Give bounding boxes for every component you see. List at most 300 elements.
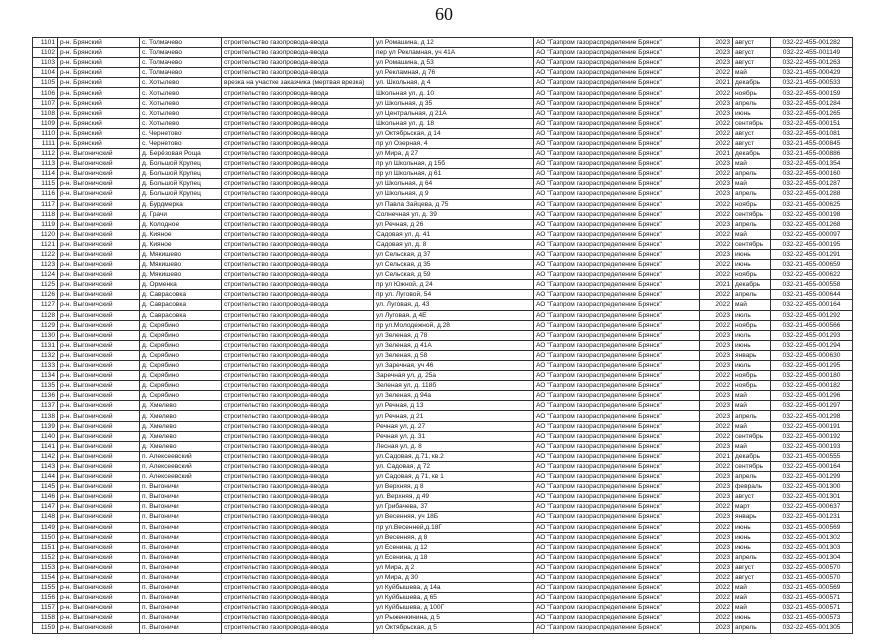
code-cell: 032-21-455-000569 (771, 583, 853, 593)
code-cell: 032-21-455-000558 (771, 280, 853, 290)
code-cell: 032-22-455-001284 (771, 98, 853, 108)
locality-cell: д. Мякишево (140, 249, 222, 259)
month-cell: май (733, 583, 771, 593)
district-cell: р-н. Выгоничский (58, 169, 140, 179)
work-type-cell: строительство газопровода-ввода (222, 310, 374, 320)
table-row (33, 199, 853, 209)
organization-cell: АО "Газпром газораспределение Брянск" (534, 138, 700, 148)
locality-cell: п. Выгоничи (140, 532, 222, 542)
row-number: 1101 (33, 38, 58, 48)
code-cell: 032-22-455-001297 (771, 401, 853, 411)
row-number: 1134 (33, 371, 58, 381)
locality-cell: д. Кияное (140, 229, 222, 239)
organization-cell: АО "Газпром газораспределение Брянск" (534, 552, 700, 562)
code-cell: 032-22-455-001263 (771, 58, 853, 68)
address-cell: пр ул Озерная, 4 (374, 138, 534, 148)
organization-cell: АО "Газпром газораспределение Брянск" (534, 199, 700, 209)
table-row (33, 441, 853, 451)
district-cell: р-н. Выгоничский (58, 411, 140, 421)
work-type-cell: строительство газопровода-ввода (222, 401, 374, 411)
table-row (33, 159, 853, 169)
table-row (33, 239, 853, 249)
year-cell: 2023 (700, 108, 733, 118)
locality-cell: п. Выгоничи (140, 593, 222, 603)
locality-cell: с. Чернетово (140, 138, 222, 148)
organization-cell: АО "Газпром газораспределение Брянск" (534, 169, 700, 179)
year-cell: 2022 (700, 572, 733, 582)
work-type-cell: строительство газопровода-ввода (222, 381, 374, 391)
table-row (33, 421, 853, 431)
locality-cell: д. Хмелево (140, 411, 222, 421)
work-type-cell: строительство газопровода-ввода (222, 68, 374, 78)
month-cell: апрель (733, 98, 771, 108)
organization-cell: АО "Газпром газораспределение Брянск" (534, 149, 700, 159)
month-cell: апрель (733, 189, 771, 199)
organization-cell: АО "Газпром газораспределение Брянск" (534, 381, 700, 391)
address-cell: Заречная ул, д. 25а (374, 371, 534, 381)
month-cell: сентябрь (733, 118, 771, 128)
row-number: 1159 (33, 623, 58, 633)
work-type-cell: строительство газопровода-ввода (222, 613, 374, 623)
year-cell: 2023 (700, 512, 733, 522)
district-cell: р-н. Выгоничский (58, 421, 140, 431)
code-cell: 032-22-455-001288 (771, 189, 853, 199)
address-cell: ул Грибачева, 37 (374, 502, 534, 512)
locality-cell: п. Выгоничи (140, 552, 222, 562)
table-row (33, 169, 853, 179)
district-cell: р-н. Выгоничский (58, 340, 140, 350)
year-cell: 2022 (700, 613, 733, 623)
work-type-cell: строительство газопровода-ввода (222, 229, 374, 239)
row-number: 1140 (33, 431, 58, 441)
row-number: 1129 (33, 320, 58, 330)
year-cell: 2022 (700, 118, 733, 128)
code-cell: 032-22-455-001298 (771, 411, 853, 421)
locality-cell: с. Хотылево (140, 78, 222, 88)
work-type-cell: строительство газопровода-ввода (222, 532, 374, 542)
year-cell: 2022 (700, 421, 733, 431)
organization-cell: АО "Газпром газораспределение Брянск" (534, 310, 700, 320)
work-type-cell: строительство газопровода-ввода (222, 350, 374, 360)
month-cell: февраль (733, 482, 771, 492)
month-cell: июнь (733, 108, 771, 118)
year-cell: 2022 (700, 431, 733, 441)
month-cell: апрель (733, 219, 771, 229)
month-cell: май (733, 593, 771, 603)
address-cell: пр ул. Луговой, 54 (374, 290, 534, 300)
district-cell: р-н. Выгоничский (58, 300, 140, 310)
code-cell: 032-22-455-001299 (771, 472, 853, 482)
table-row (33, 290, 853, 300)
row-number: 1138 (33, 411, 58, 421)
month-cell: июнь (733, 249, 771, 259)
row-number: 1121 (33, 239, 58, 249)
work-type-cell: строительство газопровода-ввода (222, 189, 374, 199)
year-cell: 2023 (700, 98, 733, 108)
month-cell: ноябрь (733, 270, 771, 280)
page-number: 60 (435, 4, 453, 24)
district-cell: р-н. Брянский (58, 38, 140, 48)
table-row (33, 189, 853, 199)
work-type-cell: строительство газопровода-ввода (222, 48, 374, 58)
row-number: 1123 (33, 260, 58, 270)
work-type-cell: строительство газопровода-ввода (222, 219, 374, 229)
month-cell: апрель (733, 552, 771, 562)
locality-cell: п. Выгоничи (140, 583, 222, 593)
year-cell: 2021 (700, 78, 733, 88)
code-cell: 032-22-455-001294 (771, 340, 853, 350)
month-cell: май (733, 159, 771, 169)
locality-cell: д. Большой Крупец (140, 169, 222, 179)
address-cell: пр ул.Весенней,д.18Г (374, 522, 534, 532)
work-type-cell: строительство газопровода-ввода (222, 461, 374, 471)
row-number: 1151 (33, 542, 58, 552)
table-row (33, 118, 853, 128)
table-row (33, 381, 853, 391)
table-row (33, 249, 853, 259)
work-type-cell: строительство газопровода-ввода (222, 572, 374, 582)
locality-cell: п. Выгоничи (140, 502, 222, 512)
row-number: 1103 (33, 58, 58, 68)
month-cell: август (733, 562, 771, 572)
organization-cell: АО "Газпром газораспределение Брянск" (534, 108, 700, 118)
table-row (33, 350, 853, 360)
table-row (33, 623, 853, 633)
work-type-cell: строительство газопровода-ввода (222, 118, 374, 128)
district-cell: р-н. Выгоничский (58, 209, 140, 219)
code-cell: 032-21-455-000569 (771, 522, 853, 532)
address-cell: пр ул Школьная, д 61 (374, 169, 534, 179)
locality-cell: д. Скрябино (140, 361, 222, 371)
organization-cell: АО "Газпром газораспределение Брянск" (534, 532, 700, 542)
district-cell: р-н. Выгоничский (58, 350, 140, 360)
work-type-cell: строительство газопровода-ввода (222, 249, 374, 259)
locality-cell: с. Хотылево (140, 108, 222, 118)
year-cell: 2022 (700, 270, 733, 280)
year-cell: 2022 (700, 138, 733, 148)
month-cell: апрель (733, 472, 771, 482)
organization-cell: АО "Газпром газораспределение Брянск" (534, 249, 700, 259)
district-cell: р-н. Выгоничский (58, 583, 140, 593)
code-cell: 032-21-455-000845 (771, 138, 853, 148)
work-type-cell: строительство газопровода-ввода (222, 260, 374, 270)
month-cell: декабрь (733, 149, 771, 159)
organization-cell: АО "Газпром газораспределение Брянск" (534, 260, 700, 270)
district-cell: р-н. Выгоничский (58, 280, 140, 290)
month-cell: июнь (733, 532, 771, 542)
month-cell: июнь (733, 522, 771, 532)
code-cell: 032-22-455-000192 (771, 431, 853, 441)
district-cell: р-н. Брянский (58, 118, 140, 128)
year-cell: 2023 (700, 472, 733, 482)
table-row (33, 472, 853, 482)
work-type-cell: строительство газопровода-ввода (222, 149, 374, 159)
table-row (33, 219, 853, 229)
address-cell: Речная ул, д. 27 (374, 421, 534, 431)
locality-cell: д. Саврасовка (140, 310, 222, 320)
district-cell: р-н. Выгоничский (58, 482, 140, 492)
district-cell: р-н. Выгоничский (58, 603, 140, 613)
table-row (33, 138, 853, 148)
year-cell: 2023 (700, 179, 733, 189)
month-cell: сентябрь (733, 461, 771, 471)
table-row (33, 260, 853, 270)
code-cell: 032-21-455-000429 (771, 68, 853, 78)
work-type-cell: строительство газопровода-ввода (222, 421, 374, 431)
address-cell: ул.Садовая, д.71, кв.2 (374, 451, 534, 461)
locality-cell: п. Выгоничи (140, 572, 222, 582)
address-cell: Лесная ул, д. 8 (374, 441, 534, 451)
row-number: 1104 (33, 68, 58, 78)
table-row (33, 48, 853, 58)
code-cell: 032-22-455-001295 (771, 361, 853, 371)
work-type-cell: строительство газопровода-ввода (222, 441, 374, 451)
work-type-cell: строительство газопровода-ввода (222, 320, 374, 330)
work-type-cell: врезка на участке заказчика (мертвая врезка) (222, 78, 374, 88)
locality-cell: д. Кияное (140, 239, 222, 249)
locality-cell: п. Выгоничи (140, 603, 222, 613)
table-row (33, 68, 853, 78)
district-cell: р-н. Выгоничский (58, 593, 140, 603)
address-cell: ул Есенина, д 18 (374, 552, 534, 562)
month-cell: июнь (733, 542, 771, 552)
year-cell: 2023 (700, 441, 733, 451)
code-cell: 032-22-455-000191 (771, 421, 853, 431)
month-cell: июль (733, 330, 771, 340)
address-cell: пр ул Школьная, д 15б (374, 159, 534, 169)
month-cell: август (733, 48, 771, 58)
row-number: 1128 (33, 310, 58, 320)
address-cell: ул Зеленая, д 78 (374, 330, 534, 340)
table-row (33, 562, 853, 572)
work-type-cell: строительство газопровода-ввода (222, 169, 374, 179)
work-type-cell: строительство газопровода-ввода (222, 411, 374, 421)
district-cell: р-н. Выгоничский (58, 189, 140, 199)
row-number: 1147 (33, 502, 58, 512)
row-number: 1107 (33, 98, 58, 108)
year-cell: 2022 (700, 169, 733, 179)
address-cell: Зеленая ул, д. 118б (374, 381, 534, 391)
row-number: 1137 (33, 401, 58, 411)
organization-cell: АО "Газпром газораспределение Брянск" (534, 219, 700, 229)
year-cell: 2023 (700, 361, 733, 371)
locality-cell: с. Толмачево (140, 58, 222, 68)
row-number: 1112 (33, 149, 58, 159)
address-cell: ул Куйбышева, д 100Г (374, 603, 534, 613)
code-cell: 032-21-455-000533 (771, 78, 853, 88)
locality-cell: п. Выгоничи (140, 542, 222, 552)
code-cell: 032-22-455-000164 (771, 300, 853, 310)
table-row (33, 98, 853, 108)
address-cell: ул Школьная, д 64 (374, 179, 534, 189)
code-cell: 032-22-455-000570 (771, 562, 853, 572)
table-row (33, 502, 853, 512)
address-cell: ул Сельская, д 35 (374, 260, 534, 270)
row-number: 1120 (33, 229, 58, 239)
month-cell: ноябрь (733, 88, 771, 98)
address-cell: ул Луговая, д 4Е (374, 310, 534, 320)
table-row (33, 451, 853, 461)
work-type-cell: строительство газопровода-ввода (222, 38, 374, 48)
code-cell: 032-22-455-001081 (771, 128, 853, 138)
address-cell: ул Сельская, д 37 (374, 249, 534, 259)
year-cell: 2023 (700, 401, 733, 411)
organization-cell: АО "Газпром газораспределение Брянск" (534, 229, 700, 239)
district-cell: р-н. Брянский (58, 78, 140, 88)
address-cell: ул Рекламная, д 76 (374, 68, 534, 78)
table-row (33, 411, 853, 421)
row-number: 1110 (33, 128, 58, 138)
district-cell: р-н. Выгоничский (58, 623, 140, 633)
year-cell: 2022 (700, 260, 733, 270)
row-number: 1133 (33, 361, 58, 371)
district-cell: р-н. Выгоничский (58, 381, 140, 391)
row-number: 1135 (33, 381, 58, 391)
table-row (33, 583, 853, 593)
row-number: 1149 (33, 522, 58, 532)
row-number: 1155 (33, 583, 58, 593)
address-cell: ул Павла Зайцева, д 75 (374, 199, 534, 209)
address-cell: пр ул.Молодежной, д.28 (374, 320, 534, 330)
code-cell: 032-22-455-000180 (771, 371, 853, 381)
code-cell: 032-22-455-001301 (771, 492, 853, 502)
month-cell: август (733, 572, 771, 582)
locality-cell: д. Скрябино (140, 330, 222, 340)
month-cell: май (733, 229, 771, 239)
table-row (33, 128, 853, 138)
month-cell: май (733, 300, 771, 310)
table-row (33, 522, 853, 532)
address-cell: Речная ул, д. 31 (374, 431, 534, 441)
table-row (33, 361, 853, 371)
organization-cell: АО "Газпром газораспределение Брянск" (534, 179, 700, 189)
table-row (33, 371, 853, 381)
year-cell: 2023 (700, 48, 733, 58)
locality-cell: д. Хмелево (140, 421, 222, 431)
code-cell: 032-21-455-000570 (771, 572, 853, 582)
locality-cell: п. Алексеевский (140, 461, 222, 471)
locality-cell: д. Мякишево (140, 270, 222, 280)
district-cell: р-н. Выгоничский (58, 562, 140, 572)
locality-cell: с. Толмачево (140, 48, 222, 58)
code-cell: 032-22-455-000097 (771, 229, 853, 239)
year-cell: 2022 (700, 199, 733, 209)
work-type-cell: строительство газопровода-ввода (222, 593, 374, 603)
organization-cell: АО "Газпром газораспределение Брянск" (534, 340, 700, 350)
organization-cell: АО "Газпром газораспределение Брянск" (534, 451, 700, 461)
organization-cell: АО "Газпром газораспределение Брянск" (534, 411, 700, 421)
locality-cell: п. Выгоничи (140, 482, 222, 492)
work-type-cell: строительство газопровода-ввода (222, 330, 374, 340)
address-cell: ул. Луговая, д. 43 (374, 300, 534, 310)
row-number: 1146 (33, 492, 58, 502)
code-cell: 032-22-455-001296 (771, 391, 853, 401)
organization-cell: АО "Газпром газораспределение Брянск" (534, 98, 700, 108)
year-cell: 2023 (700, 219, 733, 229)
organization-cell: АО "Газпром газораспределение Брянск" (534, 78, 700, 88)
district-cell: р-н. Выгоничский (58, 431, 140, 441)
organization-cell: АО "Газпром газораспределение Брянск" (534, 512, 700, 522)
district-cell: р-н. Выгоничский (58, 371, 140, 381)
locality-cell: д. Саврасовка (140, 300, 222, 310)
code-cell: 032-22-455-001231 (771, 512, 853, 522)
row-number: 1157 (33, 603, 58, 613)
address-cell: ул Мира, д 2 (374, 562, 534, 572)
organization-cell: АО "Газпром газораспределение Брянск" (534, 159, 700, 169)
code-cell: 032-22-455-001302 (771, 532, 853, 542)
work-type-cell: строительство газопровода-ввода (222, 603, 374, 613)
organization-cell: АО "Газпром газораспределение Брянск" (534, 461, 700, 471)
organization-cell: АО "Газпром газораспределение Брянск" (534, 583, 700, 593)
code-cell: 032-21-455-000555 (771, 451, 853, 461)
month-cell: август (733, 138, 771, 148)
year-cell: 2023 (700, 249, 733, 259)
month-cell: август (733, 38, 771, 48)
month-cell: май (733, 391, 771, 401)
month-cell: март (733, 502, 771, 512)
district-cell: р-н. Брянский (58, 58, 140, 68)
year-cell: 2022 (700, 68, 733, 78)
month-cell: июль (733, 310, 771, 320)
row-number: 1124 (33, 270, 58, 280)
address-cell: ул Весенняя, уч 18Б (374, 512, 534, 522)
work-type-cell: строительство газопровода-ввода (222, 270, 374, 280)
month-cell: май (733, 441, 771, 451)
code-cell: 032-22-455-001287 (771, 179, 853, 189)
organization-cell: АО "Газпром газораспределение Брянск" (534, 38, 700, 48)
table-row (33, 229, 853, 239)
district-cell: р-н. Выгоничский (58, 522, 140, 532)
district-cell: р-н. Выгоничский (58, 512, 140, 522)
locality-cell: д. Орменка (140, 280, 222, 290)
row-number: 1126 (33, 290, 58, 300)
address-cell: ул. Садовая, д 72 (374, 461, 534, 471)
year-cell: 2023 (700, 411, 733, 421)
month-cell: сентябрь (733, 239, 771, 249)
row-number: 1125 (33, 280, 58, 290)
month-cell: август (733, 128, 771, 138)
table-row (33, 270, 853, 280)
locality-cell: д. Скрябино (140, 350, 222, 360)
organization-cell: АО "Газпром газораспределение Брянск" (534, 118, 700, 128)
address-cell: Садовая ул, д. 8 (374, 239, 534, 249)
month-cell: май (733, 603, 771, 613)
code-cell: 032-22-455-000193 (771, 441, 853, 451)
district-cell: р-н. Брянский (58, 108, 140, 118)
locality-cell: п. Выгоничи (140, 512, 222, 522)
work-type-cell: строительство газопровода-ввода (222, 159, 374, 169)
year-cell: 2022 (700, 381, 733, 391)
address-cell: Солнечная ул, д. 39 (374, 209, 534, 219)
row-number: 1114 (33, 169, 58, 179)
address-cell: ул Куйбышева, д 65 (374, 593, 534, 603)
address-cell: ул Ромашина, д 53 (374, 58, 534, 68)
address-cell: ул Зеленая, д 94а (374, 391, 534, 401)
work-type-cell: строительство газопровода-ввода (222, 542, 374, 552)
month-cell: август (733, 58, 771, 68)
address-cell: ул Речная, д 21 (374, 411, 534, 421)
organization-cell: АО "Газпром газораспределение Брянск" (534, 441, 700, 451)
address-cell: Школьная ул, д. 18 (374, 118, 534, 128)
district-cell: р-н. Выгоничский (58, 461, 140, 471)
row-number: 1158 (33, 613, 58, 623)
locality-cell: д. Саврасовка (140, 290, 222, 300)
address-cell: ул Есенина, д 12 (374, 542, 534, 552)
month-cell: май (733, 68, 771, 78)
month-cell: май (733, 179, 771, 189)
table-row (33, 572, 853, 582)
table-row (33, 603, 853, 613)
